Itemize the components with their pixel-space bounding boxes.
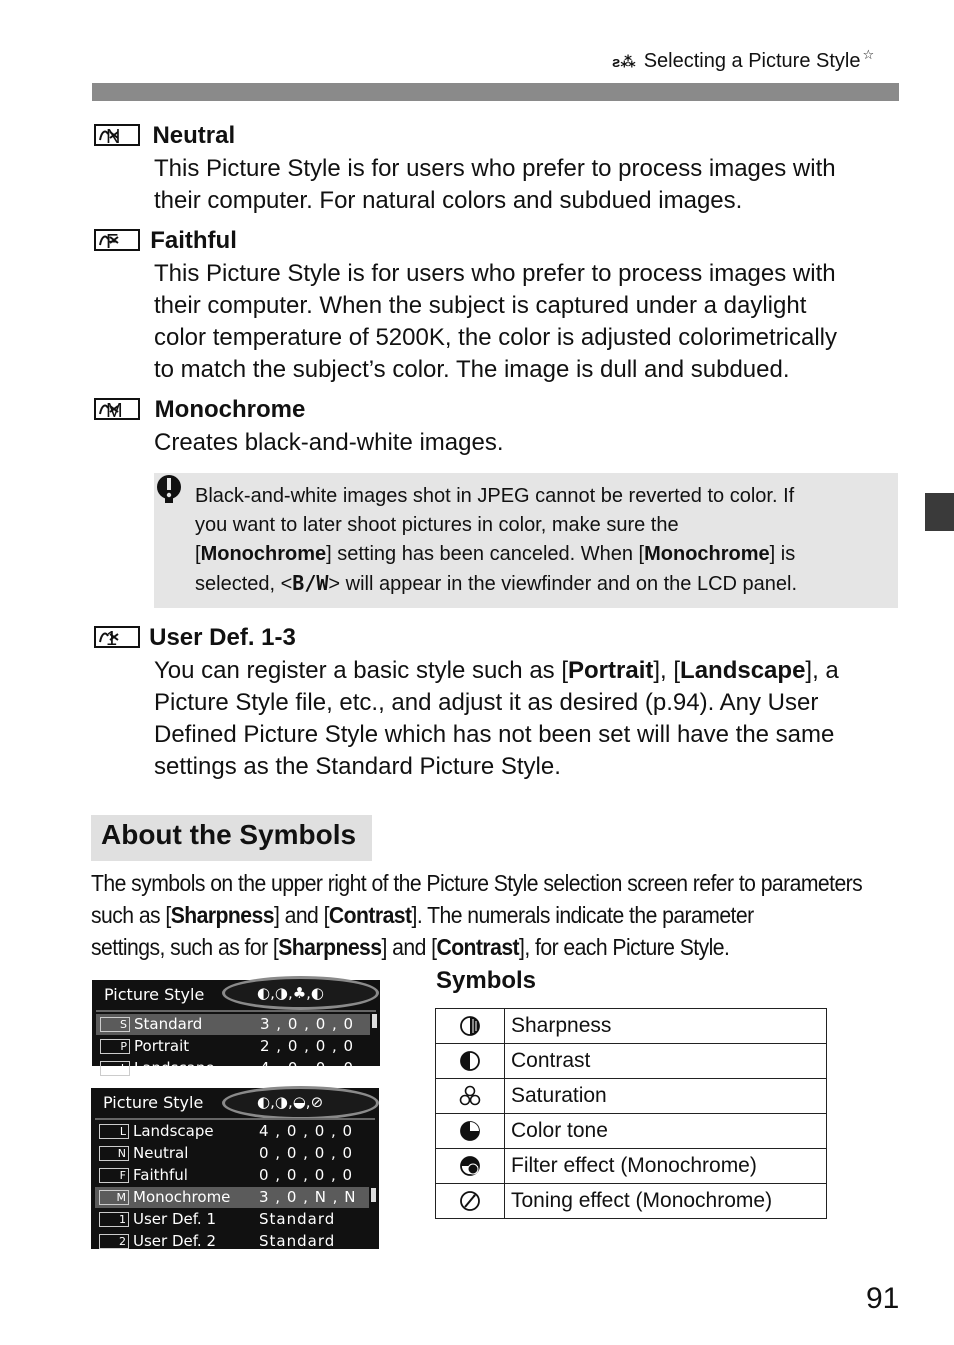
running-header — [612, 47, 875, 73]
faithful-line-3: color temperature of 5200K, the color is adjusted colorimetrically — [154, 324, 837, 351]
screen2-symbols: ◐,◑,◒,⊘ — [257, 1093, 324, 1111]
symbol-label: Contrast — [505, 1044, 827, 1079]
style-faithful-icon: F — [99, 1168, 129, 1183]
toning-effect-icon — [436, 1184, 505, 1219]
neutral-line-1: This Picture Style is for users who prefer to process images with — [154, 155, 836, 182]
screen1-scrollbar[interactable] — [372, 1014, 377, 1028]
running-header-title: Selecting a Picture Style — [643, 50, 861, 72]
row-name: Neutral — [133, 1144, 189, 1162]
userdef-heading — [94, 624, 308, 655]
caution-line-4-post: > will appear in the viewfinder and on the LCD panel. — [328, 573, 798, 595]
caution-line-4 — [195, 569, 885, 599]
about-sharpness-1: Sharpness — [170, 902, 274, 928]
userdef-title: User Def. 1-3 — [149, 624, 296, 651]
about-line-3-mid: ] and [ — [381, 934, 437, 960]
monochrome-line-1: Creates black-and-white images. — [154, 429, 504, 456]
caution-icon — [154, 474, 184, 504]
style-landscape-icon: L — [100, 1061, 130, 1076]
style-userdef1-icon: 1 — [99, 1212, 129, 1227]
style-portrait-icon: P — [100, 1039, 130, 1054]
row-values: 4 , 0 , 0 , 0 — [260, 1059, 355, 1077]
symbols-heading: Symbols — [436, 967, 537, 994]
symbol-label: Toning effect (Monochrome) — [505, 1184, 827, 1219]
faithful-description — [154, 258, 894, 386]
faithful-code: F — [106, 231, 119, 253]
row-name: User Def. 1 — [133, 1210, 217, 1228]
picture-style-icon: ƨ⁂ — [612, 54, 636, 71]
row-name: Monochrome — [133, 1188, 231, 1206]
sharpness-icon — [436, 1009, 505, 1044]
screen1-row[interactable] — [96, 1014, 370, 1035]
neutral-heading — [94, 122, 247, 153]
bw-symbol: B/W — [292, 571, 329, 595]
row-name: Faithful — [133, 1166, 188, 1184]
screen2-row[interactable] — [95, 1231, 369, 1252]
table-row — [436, 1184, 827, 1219]
faithful-line-4: to match the subject’s color. The image is dull and subdued. — [154, 356, 790, 383]
caution-line-3-end: ] is — [769, 543, 796, 565]
filter-effect-icon — [436, 1149, 505, 1184]
symbol-label: Color tone — [505, 1114, 827, 1149]
symbol-label: Saturation — [505, 1079, 827, 1114]
screen2-row[interactable] — [95, 1143, 369, 1164]
screen2-scrollbar[interactable] — [371, 1188, 376, 1202]
userdef-description — [154, 655, 904, 783]
table-row — [436, 1114, 827, 1149]
symbol-label: Sharpness — [505, 1009, 827, 1044]
row-values: 0 , 0 , 0 , 0 — [259, 1166, 354, 1184]
screen2-row[interactable] — [95, 1187, 369, 1208]
row-values: Standard — [259, 1232, 336, 1250]
header-bar — [92, 83, 899, 101]
table-row — [436, 1079, 827, 1114]
about-line-3-post: ], for each Picture Style. — [519, 934, 730, 960]
table-row — [436, 1149, 827, 1184]
userdef-line-1 — [154, 655, 904, 687]
row-name: Standard — [134, 1015, 203, 1033]
style-userdef2-icon: 2 — [99, 1234, 129, 1249]
about-line-2-pre: such as [ — [91, 902, 171, 928]
screen2-divider — [95, 1118, 375, 1120]
style-neutral-icon: N — [99, 1146, 129, 1161]
row-values: 4 , 0 , 0 , 0 — [259, 1122, 354, 1140]
userdef-line-3: Defined Picture Style which has not been set will have the same — [154, 721, 835, 748]
table-row — [436, 1009, 827, 1044]
row-name: User Def. 2 — [133, 1232, 217, 1250]
about-line-2 — [91, 899, 901, 931]
style-monochrome-icon: M — [99, 1190, 129, 1205]
userdef-line-1-post: ], a — [805, 657, 839, 684]
monochrome-title: Monochrome — [154, 396, 306, 423]
screen1-symbols: ◐,◑,♣,◐ — [257, 984, 325, 1002]
screen2-row[interactable] — [95, 1121, 369, 1142]
landscape-label: Landscape — [680, 657, 806, 684]
caution-monochrome-1: Monochrome — [200, 543, 327, 565]
screen1-row[interactable] — [96, 1058, 370, 1079]
caution-monochrome-2: Monochrome — [644, 543, 770, 565]
picture-style-screen-1 — [92, 980, 380, 1077]
color-tone-icon — [436, 1114, 505, 1149]
userdef-line-1-pre: You can register a basic style such as [ — [154, 657, 568, 684]
screen2-title: Picture Style — [103, 1093, 204, 1112]
faithful-line-2: their computer. When the subject is captured under a daylight — [154, 292, 807, 319]
neutral-line-2: their computer. For natural colors and subdued images. — [154, 187, 743, 214]
faithful-title: Faithful — [150, 227, 237, 254]
saturation-icon — [436, 1079, 505, 1114]
monochrome-description — [154, 427, 894, 459]
row-values: 3 , 0 , 0 , 0 — [260, 1015, 355, 1033]
monochrome-heading — [94, 396, 317, 427]
section-title: About the Symbols — [101, 819, 357, 850]
screen2-row[interactable] — [95, 1165, 369, 1186]
screen1-divider — [96, 1010, 376, 1012]
row-values: 2 , 0 , 0 , 0 — [260, 1037, 355, 1055]
caution-line-3 — [195, 540, 885, 569]
picture-style-screen-2 — [91, 1088, 379, 1249]
about-line-3-pre: settings, such as for [ — [91, 934, 279, 960]
faithful-heading — [94, 227, 249, 258]
contrast-icon — [436, 1044, 505, 1079]
about-line-3 — [91, 931, 901, 963]
row-values: 0 , 0 , 0 , 0 — [259, 1144, 354, 1162]
style-landscape-icon: L — [99, 1124, 129, 1139]
caution-line-2: you want to later shoot pictures in color, make sure the — [195, 514, 679, 536]
about-line-1: The symbols on the upper right of the Picture Style selection screen refer to parameters — [91, 870, 863, 896]
about-line-2-mid: ] and [ — [273, 902, 329, 928]
screen2-row[interactable] — [95, 1209, 369, 1230]
row-name: Landscape — [134, 1059, 215, 1077]
caution-line-3-pre: [ — [195, 543, 201, 565]
style-standard-icon: S — [100, 1017, 130, 1032]
userdef-line-1-mid: ], [ — [653, 657, 681, 684]
userdef-code: 1 — [106, 628, 118, 650]
row-name: Landscape — [133, 1122, 214, 1140]
row-name: Portrait — [134, 1037, 190, 1055]
row-values: 3 , 0 , N , N — [259, 1188, 357, 1206]
about-contrast-1: Contrast — [328, 902, 412, 928]
caution-line-4-pre: selected, < — [195, 573, 293, 595]
chapter-tab — [925, 493, 954, 531]
userdef-line-2: Picture Style file, etc., and adjust it as desired (p.94). Any User — [154, 689, 819, 716]
table-row — [436, 1044, 827, 1079]
portrait-label: Portrait — [568, 657, 654, 684]
about-sharpness-2: Sharpness — [278, 934, 382, 960]
page-number: 91 — [866, 1282, 900, 1315]
row-values: Standard — [259, 1210, 336, 1228]
faithful-line-1: This Picture Style is for users who prefer to process images with — [154, 260, 836, 287]
caution-text — [195, 482, 885, 599]
caution-line-1: Black-and-white images shot in JPEG cannot be reverted to color. If — [195, 485, 795, 507]
screen1-row[interactable] — [96, 1036, 370, 1057]
caution-line-3-mid: ] setting has been canceled. When [ — [326, 543, 645, 565]
userdef-line-4: settings as the Standard Picture Style. — [154, 753, 561, 780]
neutral-code: N — [106, 126, 121, 148]
about-paragraph — [91, 867, 901, 963]
monochrome-code: M — [106, 400, 123, 422]
neutral-description — [154, 153, 894, 217]
screen1-title: Picture Style — [104, 985, 205, 1004]
about-line-2-post: ]. The numerals indicate the parameter — [411, 902, 754, 928]
symbols-table — [435, 1008, 827, 1219]
symbol-label: Filter effect (Monochrome) — [505, 1149, 827, 1184]
about-contrast-2: Contrast — [436, 934, 520, 960]
neutral-title: Neutral — [152, 122, 236, 149]
picture-style-userdef-icon — [94, 626, 140, 655]
star-icon: ☆ — [862, 47, 875, 62]
